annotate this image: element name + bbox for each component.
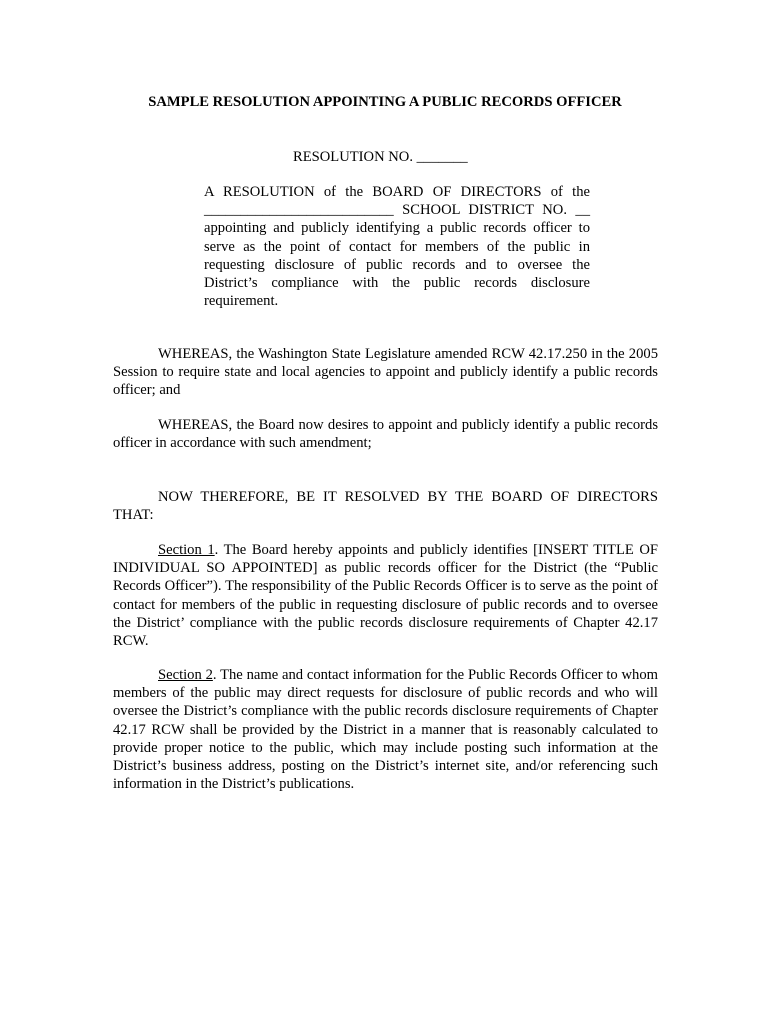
document-title: SAMPLE RESOLUTION APPOINTING A PUBLIC RECORDS OFFICER	[148, 94, 622, 110]
abstract-line-2: __________________________ SCHOOL DISTRICT NO. __	[204, 202, 590, 219]
whereas-paragraph-1	[113, 345, 658, 400]
whereas-paragraph-2	[113, 416, 658, 452]
resolution-number: RESOLUTION NO. _______	[293, 149, 468, 165]
section-2-heading: Section 2	[158, 667, 213, 683]
section-1-text: . The Board hereby appoints and publicly identifies [INSERT TITLE OF INDIVIDUAL SO APPOINTED] as public records officer for the District (the “Public Records Officer”). The responsibility of the Public Records Officer is to serve as the point of contact for members of the public in requesting disclosure of public records and to oversee the District’ compliance with the public records disclosure requirements of Chapter 42.17 RCW.	[113, 542, 658, 650]
resolved-paragraph	[113, 488, 658, 524]
abstract-line-1: A RESOLUTION of the BOARD OF DIRECTORS of the	[204, 184, 590, 200]
section-1-paragraph	[113, 541, 658, 650]
whereas-2-text: WHEREAS, the Board now desires to appoint and publicly identify a public records officer in accordance with such amendment;	[113, 417, 658, 452]
section-1-heading: Section 1	[158, 542, 215, 558]
abstract-rest: appointing and publicly identifying a public records officer to serve as the point of contact for members of the public in requesting disclosure of public records and to oversee the District’s compliance with the public records disclosure requirement.	[204, 220, 590, 310]
resolution-abstract	[204, 183, 590, 310]
resolved-text: NOW THEREFORE, BE IT RESOLVED BY THE BOARD OF DIRECTORS THAT:	[113, 489, 658, 524]
section-2-text: . The name and contact information for the Public Records Officer to whom members of the public may direct requests for disclosure of public records and who will oversee the District’s compliance with the public records disclosure requirements of Chapter 42.17 RCW shall be provided by the District in a manner that is reasonably calculated to provide proper notice to the public, which may include posting such information at the District’s business address, posting on the District’s internet site, and/or referencing such information in the District’s publications.	[113, 667, 658, 793]
whereas-1-text: WHEREAS, the Washington State Legislature amended RCW 42.17.250 in the 2005 Session to require state and local agencies to appoint and publicly identify a public records officer; and	[113, 346, 658, 399]
section-2-paragraph	[113, 666, 658, 793]
